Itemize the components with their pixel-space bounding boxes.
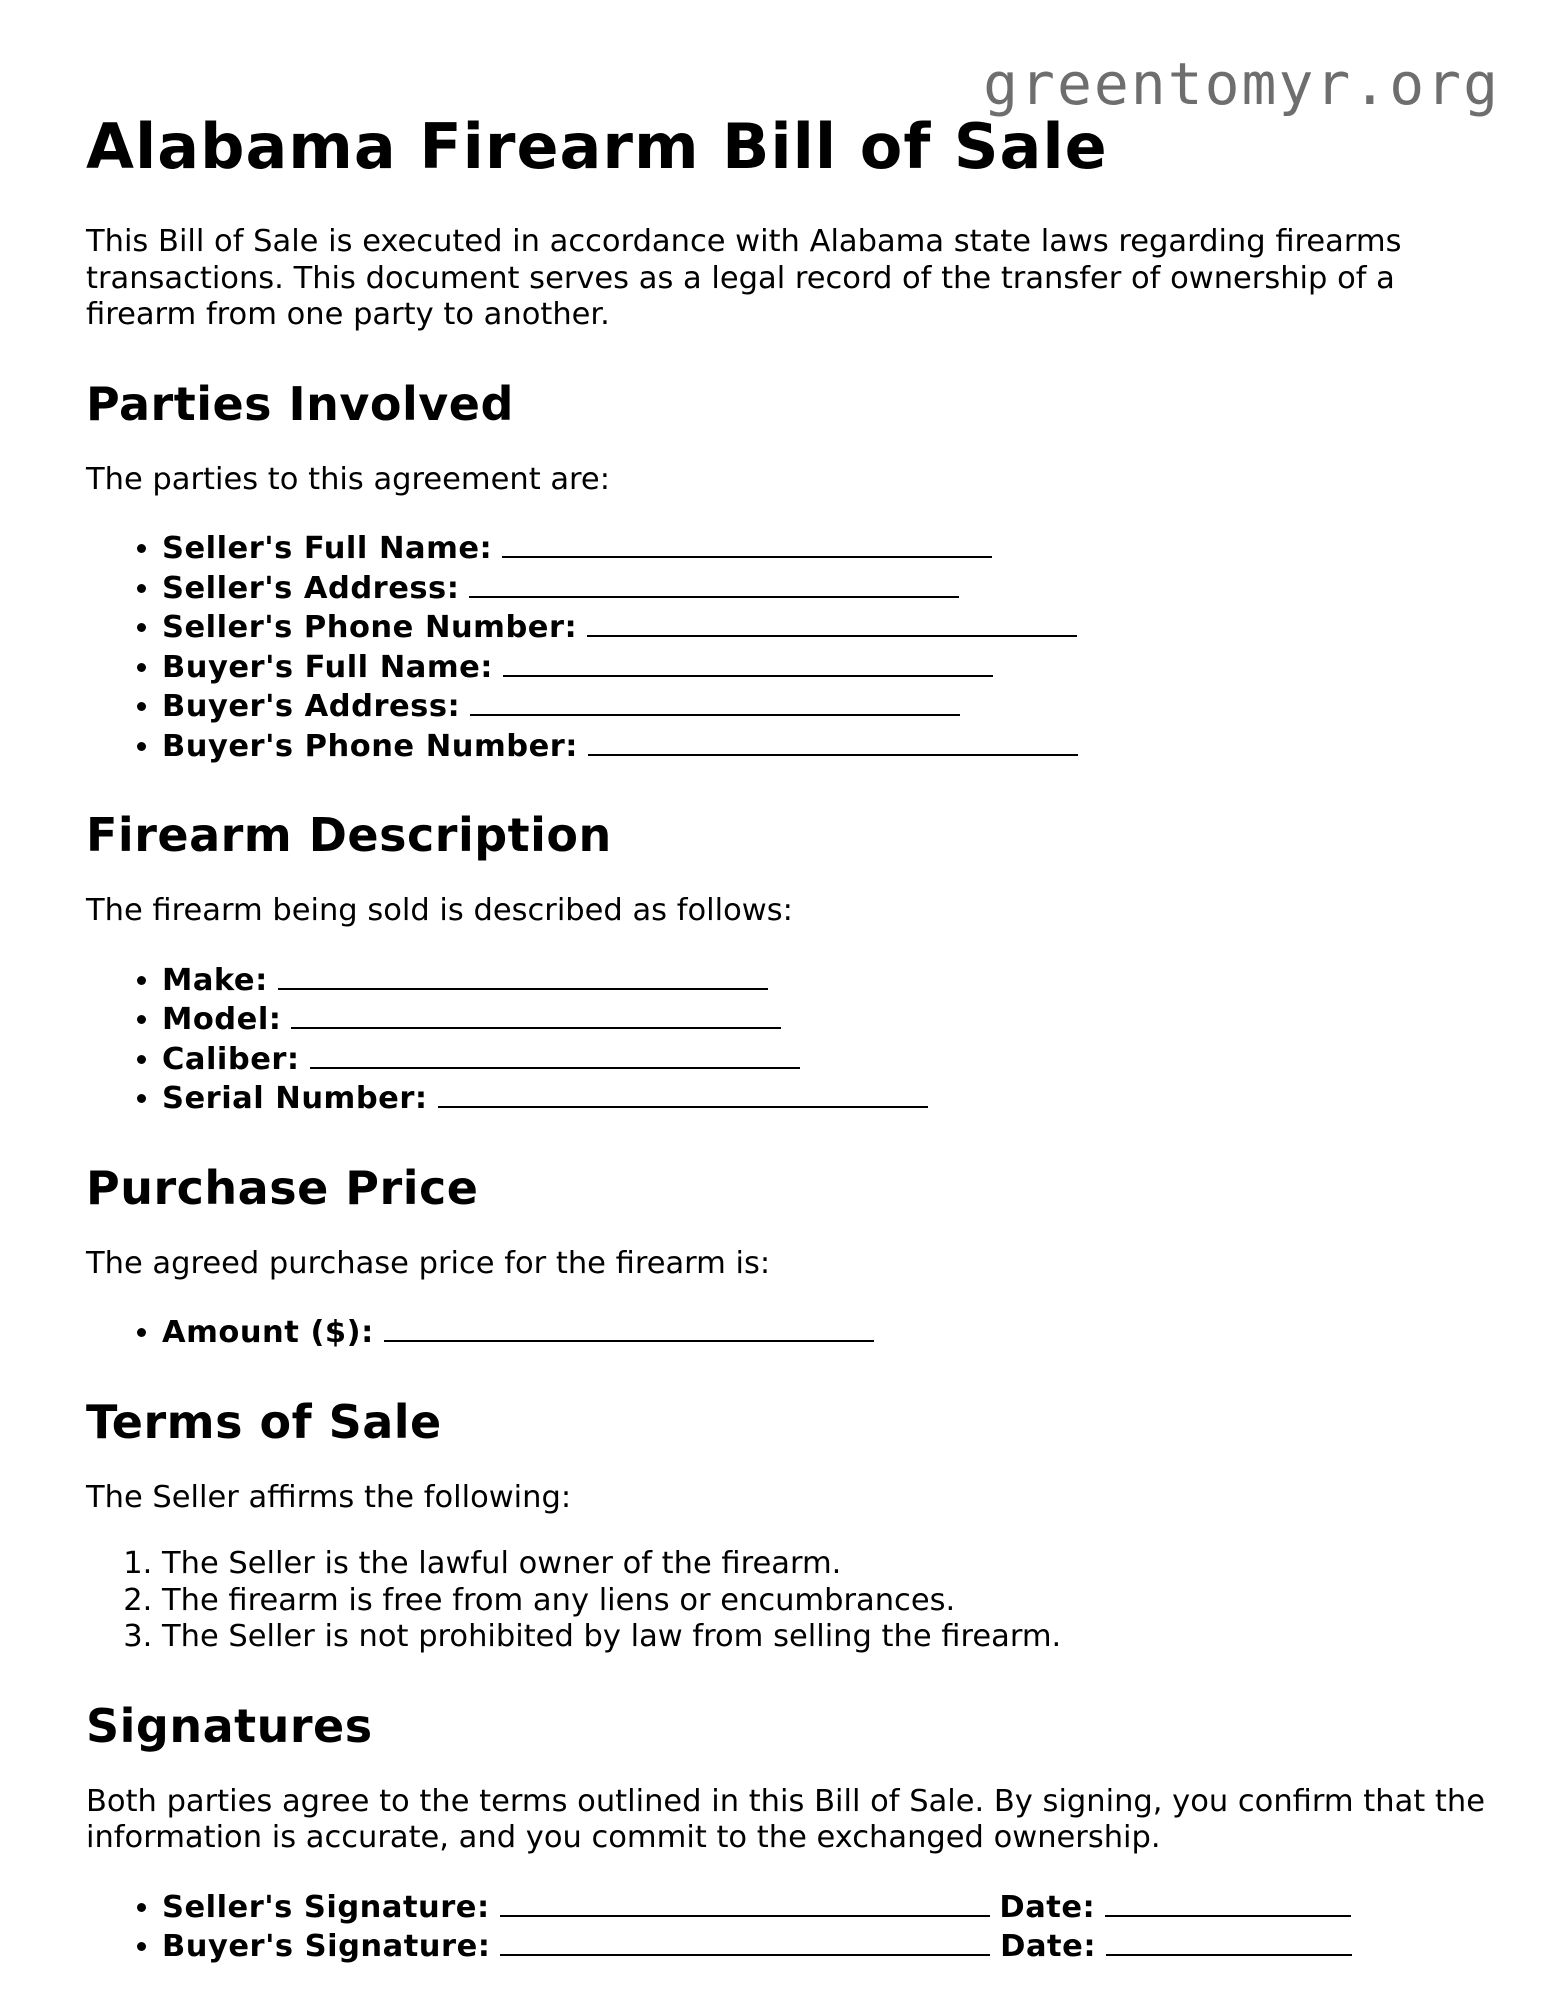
list-item — [162, 1887, 1486, 1927]
seller-address-field[interactable] — [469, 568, 959, 598]
field-label: Seller's Phone Number: — [162, 610, 578, 645]
list-item — [162, 1312, 1486, 1352]
terms-list — [86, 1546, 1486, 1656]
list-item — [162, 1039, 1486, 1079]
field-label: Seller's Full Name: — [162, 531, 493, 566]
list-item — [162, 686, 1486, 726]
intro-paragraph: This Bill of Sale is executed in accordance with Alabama state laws regarding firearms transactions. This document serves as a legal record of the transfer of ownership of a firearm from one party to another. — [86, 224, 1402, 332]
firearm-heading: Firearm Description — [86, 808, 612, 862]
field-label: Make: — [162, 962, 268, 998]
list-item: 3. The Seller is not prohibited by law from selling the firearm. — [162, 1619, 1486, 1656]
price-lead: The agreed purchase price for the firearm is: — [86, 1245, 771, 1281]
watermark: greentomyr.org — [983, 50, 1500, 118]
parties-lead: The parties to this agreement are: — [86, 461, 610, 497]
firearm-list — [86, 960, 1486, 1118]
list-item — [162, 568, 1486, 608]
field-label: Buyer's Address: — [162, 689, 461, 724]
field-label: Buyer's Phone Number: — [162, 728, 578, 764]
buyer-address-field[interactable] — [470, 686, 960, 716]
list-item — [162, 999, 1486, 1039]
seller-date-field[interactable] — [1105, 1887, 1351, 1917]
field-label: Buyer's Full Name: — [162, 649, 494, 685]
list-item — [162, 960, 1486, 1000]
date-label: Date: — [1000, 1929, 1097, 1964]
document-page — [86, 108, 1486, 1966]
model-field[interactable] — [291, 999, 781, 1029]
list-item — [162, 647, 1486, 687]
signatures-list — [86, 1887, 1486, 1966]
list-item — [162, 607, 1486, 647]
field-label: Buyer's Signature: — [162, 1929, 491, 1964]
buyer-signature-field[interactable] — [500, 1926, 990, 1956]
price-list — [86, 1312, 1486, 1352]
list-item — [162, 726, 1486, 766]
field-label: Model: — [162, 1002, 282, 1037]
date-label: Date: — [999, 1889, 1096, 1925]
field-label: Amount ($): — [162, 1315, 374, 1350]
field-label: Seller's Address: — [162, 570, 460, 606]
signatures-lead: Both parties agree to the terms outlined in this Bill of Sale. By signing, you confirm that the information is accurate, and you commit to the exchanged ownership. — [86, 1783, 1485, 1855]
seller-name-field[interactable] — [502, 528, 992, 558]
buyer-name-field[interactable] — [503, 647, 993, 677]
parties-list — [86, 528, 1486, 765]
seller-phone-field[interactable] — [587, 607, 1077, 637]
list-item — [162, 528, 1486, 568]
make-field[interactable] — [278, 960, 768, 990]
field-label: Seller's Signature: — [162, 1889, 490, 1925]
terms-heading: Terms of Sale — [86, 1394, 442, 1449]
serial-number-field[interactable] — [438, 1078, 928, 1108]
signatures-heading: Signatures — [86, 1698, 373, 1753]
terms-lead: The Seller affirms the following: — [86, 1479, 572, 1515]
field-label: Serial Number: — [162, 1081, 428, 1116]
buyer-date-field[interactable] — [1106, 1926, 1352, 1956]
list-item: 1. The Seller is the lawful owner of the firearm. — [162, 1546, 1486, 1583]
list-item — [162, 1926, 1486, 1966]
firearm-lead: The firearm being sold is described as follows: — [86, 893, 793, 928]
caliber-field[interactable] — [310, 1039, 800, 1069]
price-heading: Purchase Price — [86, 1160, 479, 1215]
page-title: Alabama Firearm Bill of Sale — [86, 110, 1108, 183]
parties-heading: Parties Involved — [86, 376, 514, 431]
field-label: Caliber: — [162, 1041, 300, 1077]
buyer-phone-field[interactable] — [588, 726, 1078, 756]
seller-signature-field[interactable] — [500, 1887, 990, 1917]
amount-field[interactable] — [384, 1312, 874, 1342]
list-item: 2. The firearm is free from any liens or encumbrances. — [162, 1583, 1486, 1620]
list-item — [162, 1078, 1486, 1118]
